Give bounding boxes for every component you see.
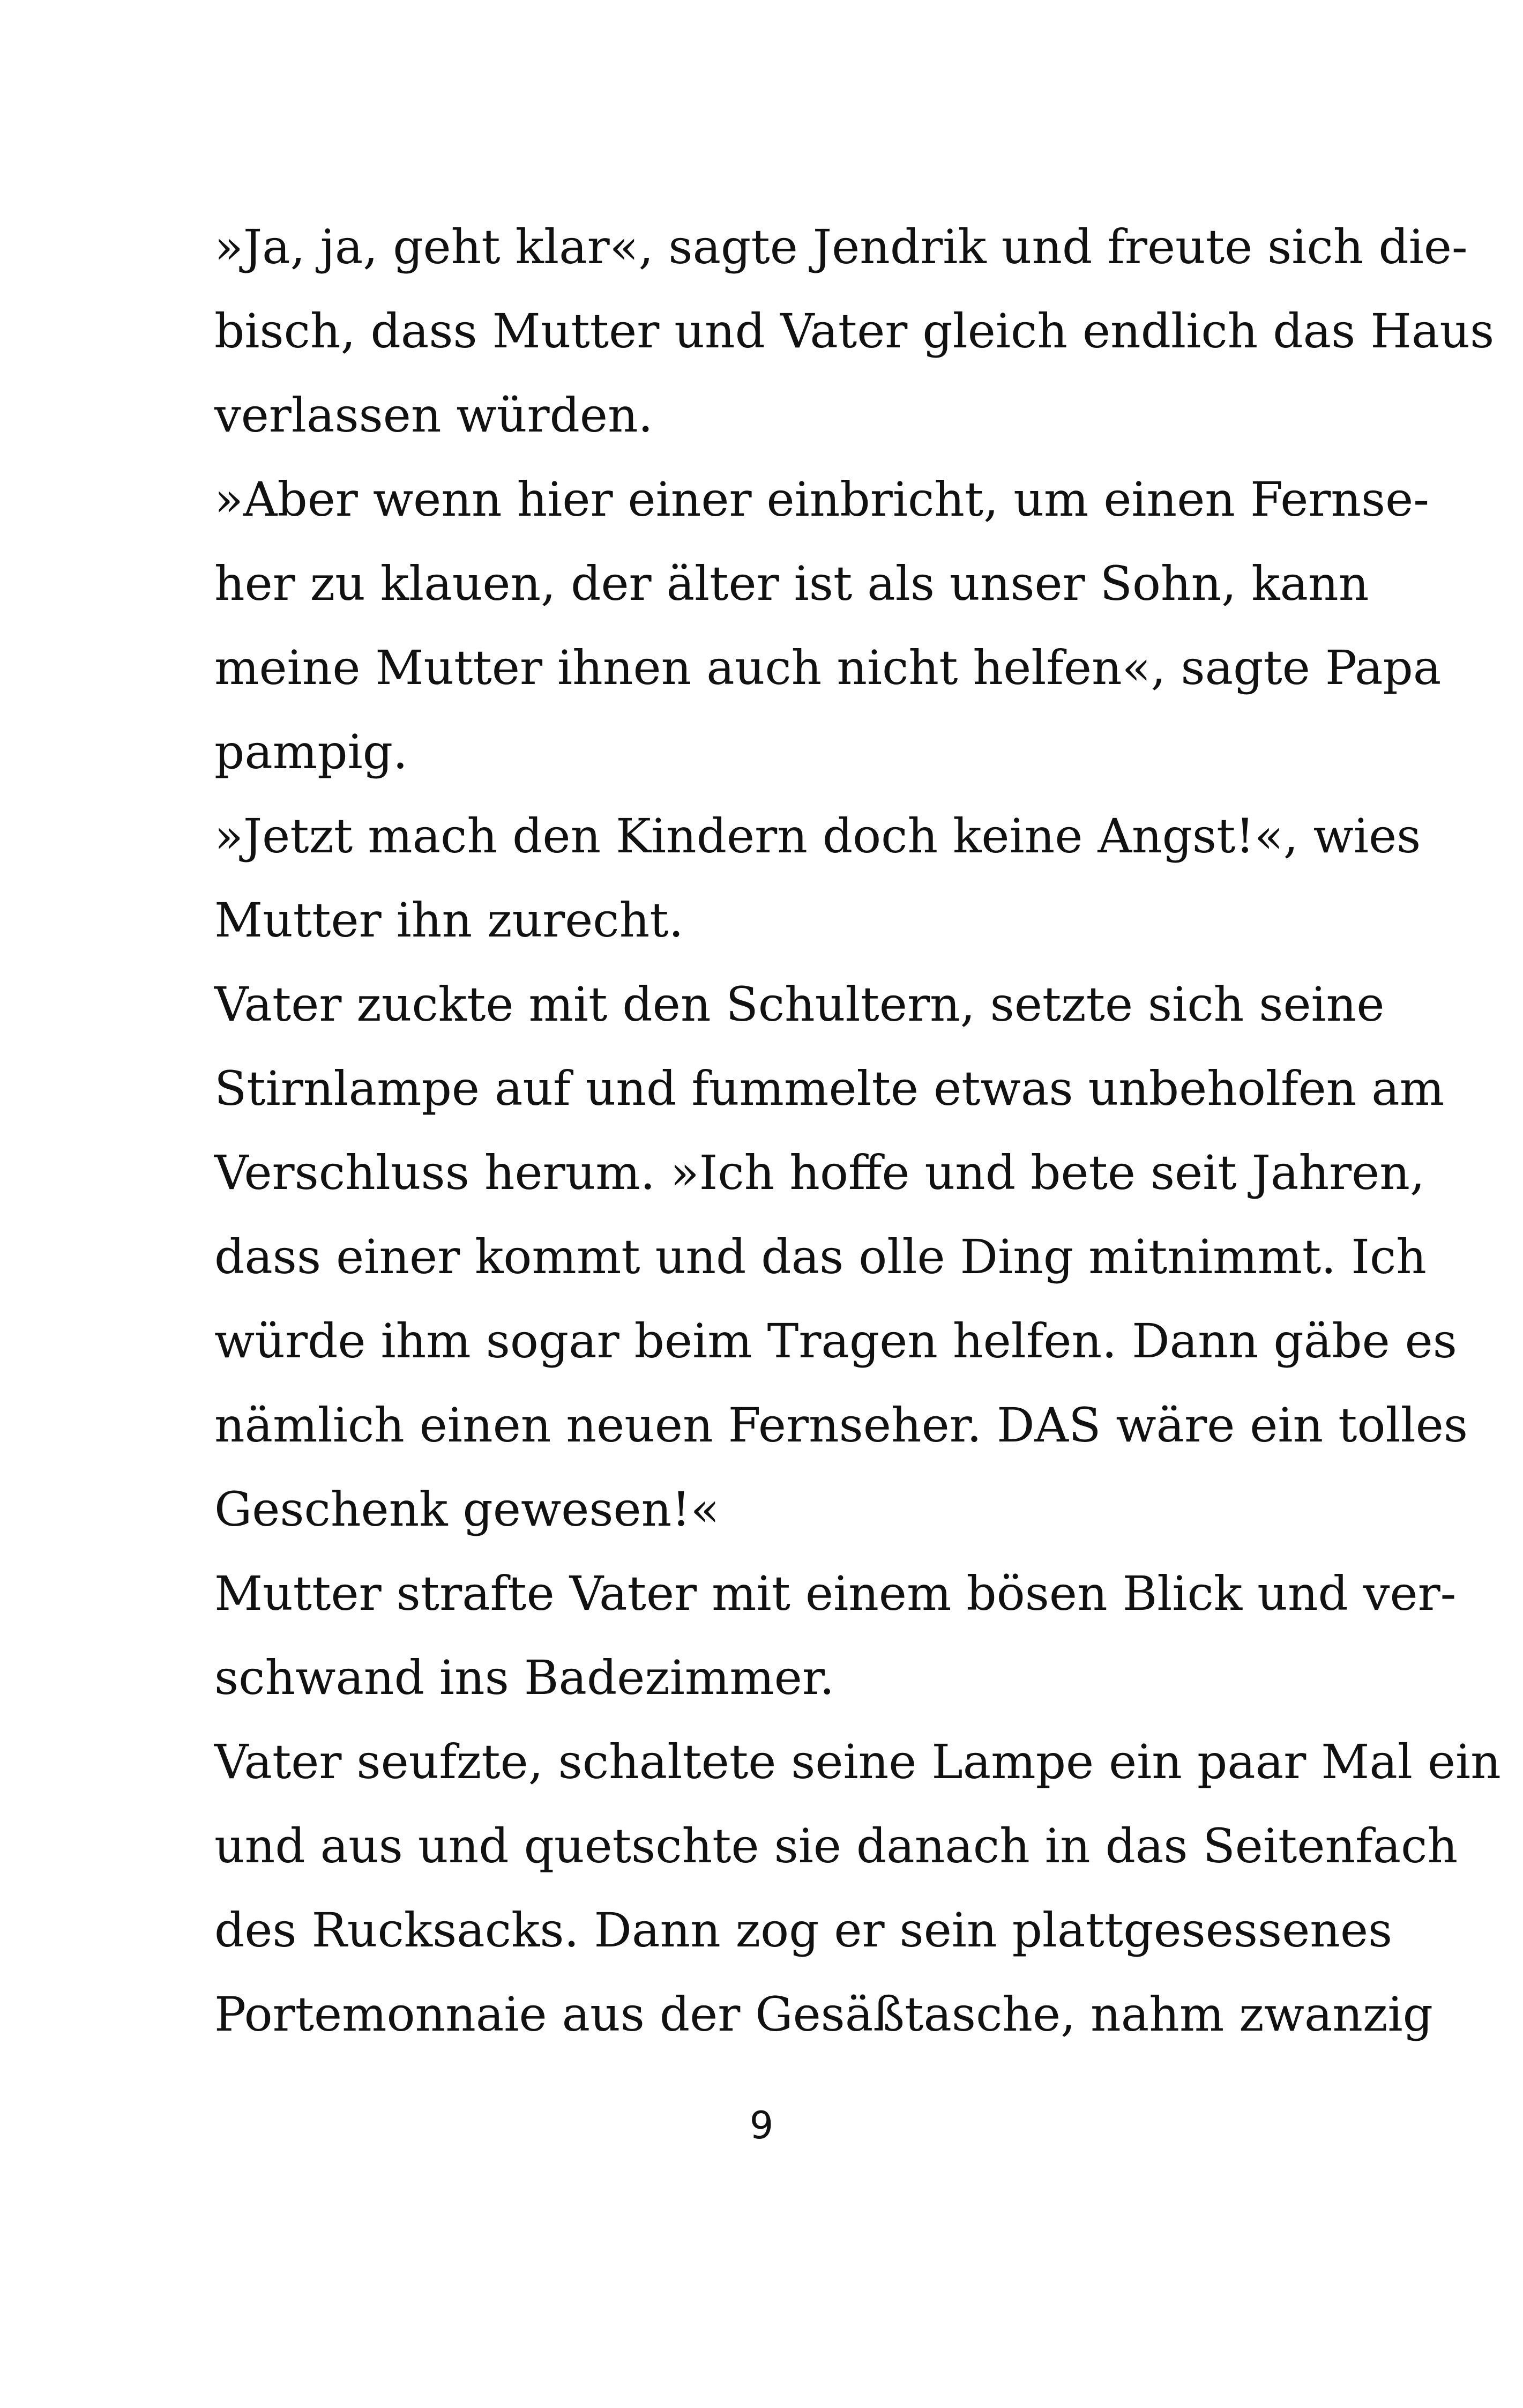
text-line: verlassen würden. (214, 388, 653, 443)
text-line: Mutter strafte Vater mit einem bösen Blick und ver- (214, 1566, 1457, 1621)
text-line: schwand ins Badezimmer. (214, 1650, 835, 1705)
text-line: »Aber wenn hier einer einbricht, um einen Fernse- (214, 472, 1429, 527)
text-line: Geschenk gewesen!« (214, 1482, 720, 1537)
text-line: »Ja, ja, geht klar«, sagte Jendrik und freute sich die- (214, 219, 1468, 274)
text-line: »Jetzt mach den Kindern doch keine Angst!«, wies (214, 808, 1421, 864)
body-text (214, 205, 1501, 2056)
page-number: 9 (749, 2104, 774, 2147)
text-line: pampig. (214, 724, 408, 779)
text-line: dass einer kommt und das olle Ding mitnimmt. Ich (214, 1229, 1427, 1284)
text-line: Vater zuckte mit den Schultern, setzte sich seine (214, 977, 1385, 1032)
text-line: bisch, dass Mutter und Vater gleich endlich das Haus (214, 303, 1495, 359)
text-line: Stirnlampe auf und fummelte etwas unbeholfen am (214, 1061, 1445, 1116)
text-line: Portemonnaie aus der Gesäßtasche, nahm zwanzig (214, 1987, 1433, 2042)
text-line: würde ihm sogar beim Tragen helfen. Dann gäbe es (214, 1313, 1457, 1369)
text-line: her zu klauen, der älter ist als unser Sohn, kann (214, 556, 1369, 611)
text-line: Vater seufzte, schaltete seine Lampe ein paar Mal ein (214, 1734, 1501, 1789)
text-line: Mutter ihn zurecht. (214, 893, 684, 948)
text-line: meine Mutter ihnen auch nicht helfen«, sagte Papa (214, 640, 1442, 695)
text-line: nämlich einen neuen Fernseher. DAS wäre ein tolles (214, 1398, 1468, 1453)
text-line: des Rucksacks. Dann zog er sein plattgesessenes (214, 1902, 1393, 1958)
text-line: Verschluss herum. »Ich hoffe und bete seit Jahren, (214, 1145, 1425, 1200)
text-line: und aus und quetschte sie danach in das Seitenfach (214, 1818, 1458, 1874)
